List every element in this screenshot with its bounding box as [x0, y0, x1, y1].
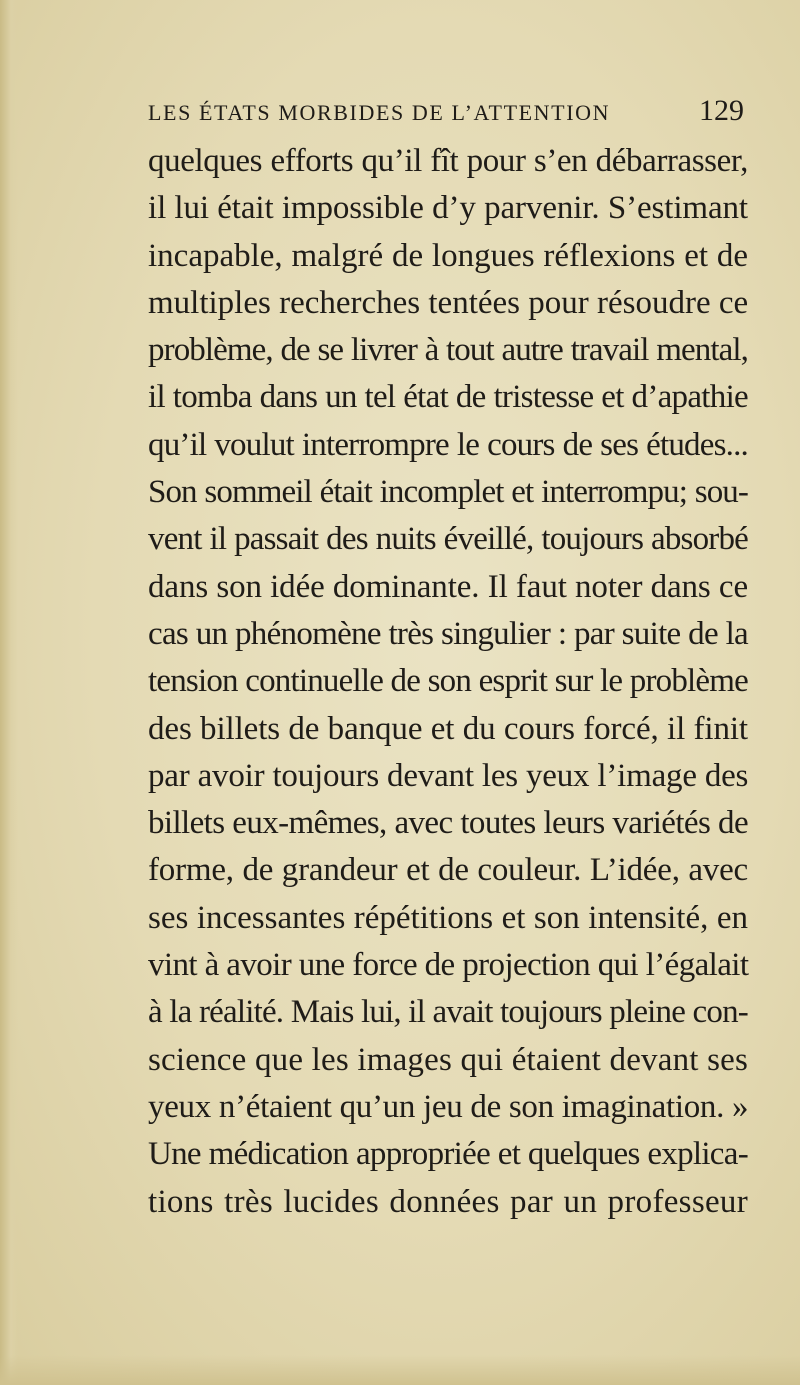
text-line: par avoir toujours devant les yeux l’image des — [148, 757, 749, 794]
text-line: forme, de grandeur et de couleur. L’idée, avec — [148, 852, 748, 889]
text-line: qu’il voulut interrompre le cours de ses études... — [148, 426, 748, 463]
text-line: incapable, malgré de longues réflexions et de — [148, 237, 748, 274]
running-header — [148, 96, 744, 136]
text-line: tions très lucides données par un professeur — [148, 1183, 748, 1220]
text-line: des billets de banque et du cours forcé, il finit — [148, 710, 748, 747]
text-line: cas un phénomène très singulier : par suite de la — [148, 615, 748, 652]
text-line: Une médication appropriée et quelques explica- — [148, 1136, 748, 1173]
text-line: Son sommeil était incomplet et interrompu; sou- — [148, 474, 748, 511]
body-text — [148, 138, 748, 1226]
text-line: science que les images qui étaient devant ses — [148, 1041, 749, 1078]
text-line: yeux n’étaient qu’un jeu de son imagination. » — [148, 1088, 749, 1125]
page-number: 129 — [699, 94, 744, 127]
page-bottom-edge — [0, 1355, 800, 1385]
text-line: vent il passait des nuits éveillé, toujours absorbé — [148, 521, 748, 558]
text-line: quelques efforts qu’il fît pour s’en débarrasser, — [148, 143, 748, 179]
text-line: vint à avoir une force de projection qui l’égalait — [148, 947, 749, 984]
text-line: il tomba dans un tel état de tristesse et d’apathie — [148, 379, 748, 416]
text-line: multiples recherches tentées pour résoudre ce — [148, 284, 749, 321]
text-line: dans son idée dominante. Il faut noter dans ce — [148, 568, 748, 605]
running-title: LES ÉTATS MORBIDES DE L’ATTENTION — [148, 100, 611, 125]
text-line: à la réalité. Mais lui, il avait toujours pleine con- — [148, 994, 748, 1031]
text-line: il lui était impossible d’y parvenir. S’estimant — [148, 190, 748, 227]
text-line: ses incessantes répétitions et son intensité, en — [148, 899, 748, 936]
text-line: billets eux-mêmes, avec toutes leurs variétés de — [148, 805, 748, 842]
text-line: problème, de se livrer à tout autre travail mental, — [148, 332, 748, 369]
text-line: tension continuelle de son esprit sur le problème — [148, 663, 748, 700]
page-binding-shadow — [0, 0, 18, 1385]
